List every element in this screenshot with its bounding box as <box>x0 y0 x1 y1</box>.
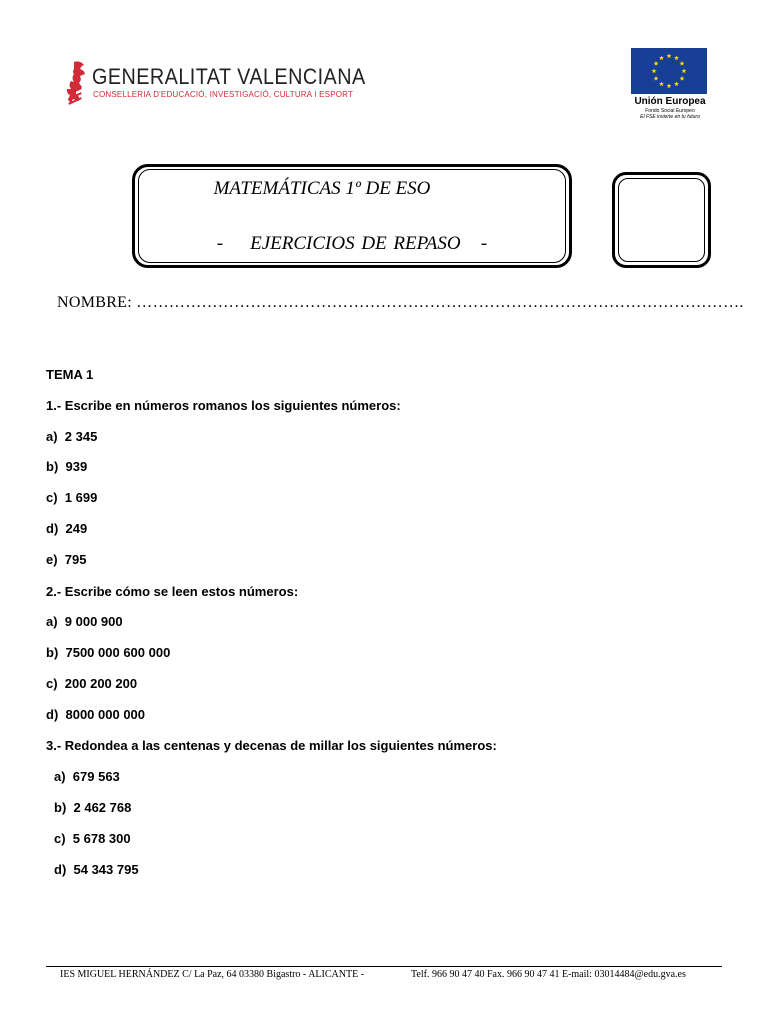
eu-star-icon <box>659 81 664 86</box>
section-heading: TEMA 1 <box>46 367 94 382</box>
eu-star-icon <box>680 61 685 66</box>
footer-contact: Telf. 966 90 47 40 Fax. 966 90 47 41 E-mail: 03014484@edu.gva.es <box>411 969 686 980</box>
exercise-3-item: b) 2 462 768 <box>54 800 132 815</box>
eu-star-icon <box>682 68 687 73</box>
exercise-3-heading: 3.- Redondea a las centenas y decenas de millar los siguientes números: <box>46 738 497 753</box>
exercise-2-item: c) 200 200 200 <box>46 676 138 691</box>
exercise-3-item: c) 5 678 300 <box>54 831 131 846</box>
eu-tagline: El FSE invierte en tu futuro <box>640 114 700 120</box>
exercise-3-item: d) 54 343 795 <box>54 862 139 877</box>
eu-star-icon <box>654 61 659 66</box>
eu-star-icon <box>674 81 679 86</box>
document-subtitle: - EJERCICIOS DE REPASO - <box>216 233 488 254</box>
eu-star-icon <box>659 55 664 60</box>
exercise-2-item: d) 8000 000 000 <box>46 707 146 722</box>
exercise-1-item: b) 939 <box>46 459 88 474</box>
exercise-1-item: a) 2 345 <box>46 429 98 444</box>
exercise-1-item: d) 249 <box>46 521 88 536</box>
generalitat-title: GENERALITAT VALENCIANA <box>92 64 366 89</box>
eu-star-icon <box>667 83 672 88</box>
exercise-2-item: a) 9 000 900 <box>46 614 123 629</box>
exercise-1-item: e) 795 <box>46 552 87 567</box>
exercise-1-item: c) 1 699 <box>46 490 98 505</box>
generalitat-logo-icon <box>66 60 92 106</box>
eu-subtitle: Fondo Social Europeo <box>645 108 695 114</box>
generalitat-subtitle: CONSELLERIA D'EDUCACIÓ, INVESTIGACIÓ, CULTURA I ESPORT <box>93 90 354 99</box>
exercise-2-item: b) 7500 000 600 000 <box>46 645 171 660</box>
eu-star-icon <box>667 53 672 58</box>
exercise-3-item: a) 679 563 <box>54 769 120 784</box>
eu-flag-icon <box>631 48 707 94</box>
eu-star-icon <box>674 55 679 60</box>
eu-star-icon <box>654 76 659 81</box>
exercise-2-heading: 2.- Escribe cómo se leen estos números: <box>46 584 299 599</box>
document-title: MATEMÁTICAS 1º DE ESO <box>213 178 431 199</box>
footer-divider <box>46 966 722 967</box>
eu-title: Unión Europea <box>634 96 706 107</box>
footer-address: IES MIGUEL HERNÁNDEZ C/ La Paz, 64 03380 Bigastro - ALICANTE - <box>60 969 365 980</box>
name-field-line: NOMBRE: …………………………………………………………………………………………………. <box>57 294 744 311</box>
grade-box-inner-border <box>618 178 705 262</box>
eu-star-icon <box>680 76 685 81</box>
exercise-1-heading: 1.- Escribe en números romanos los siguientes números: <box>46 398 401 413</box>
eu-star-icon <box>652 68 657 73</box>
